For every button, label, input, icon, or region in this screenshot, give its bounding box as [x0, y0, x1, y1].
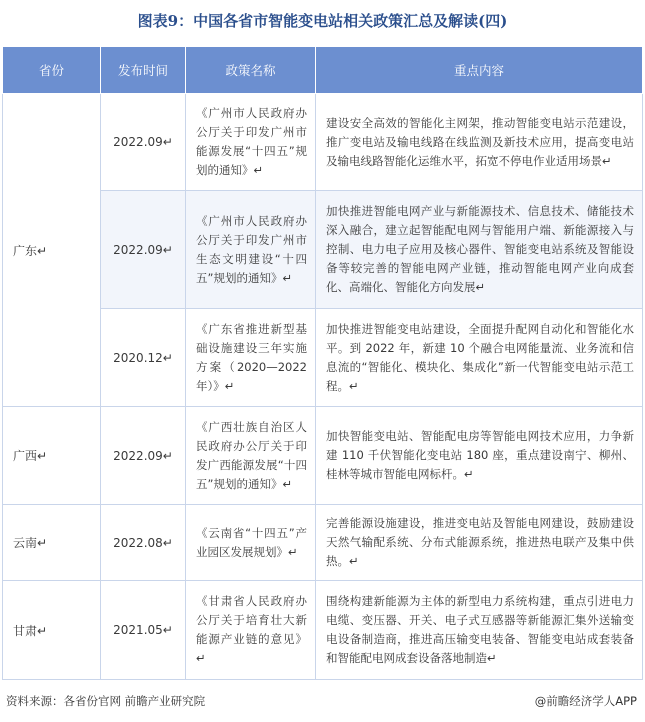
table-row	[3, 94, 643, 191]
header-date: 发布时间	[101, 47, 186, 94]
source-note: 资料来源：各省份官网 前瞻产业研究院	[6, 694, 206, 708]
policy-name-cell: 《广州市人民政府办公厅关于印发广州市能源发展“十四五”规划的通知》↵	[186, 94, 316, 191]
key-content-cell: 加快推进智能变电站建设，全面提升配网自动化和智能化水平。到 2022 年，新建 10 个融合电网能量流、业务流和信息流的“智能化、模块化、集成化”新一代智能变电站示范工程。↵	[316, 309, 643, 407]
header-policy-name: 政策名称	[186, 47, 316, 94]
table-row	[3, 581, 643, 680]
key-content-cell: 完善能源设施建设，推进变电站及智能电网建设，鼓励建设天然气输配系统、分布式能源系统，推进热电联产及集中供热。↵	[316, 505, 643, 581]
policy-name-cell: 《广州市人民政府办公厅关于印发广州市生态文明建设“十四五”规划的通知》↵	[186, 191, 316, 309]
date-cell: 2022.09↵	[101, 191, 186, 309]
province-cell: 广东↵	[3, 94, 101, 407]
key-content-cell: 加快智能变电站、智能配电房等智能电网技术应用，力争新建 110 千伏智能化变电站 180 座，重点建设南宁、柳州、桂林等城市智能电网标杆。↵	[316, 407, 643, 505]
policy-name-cell: 《云南省“十四五”产业园区发展规划》↵	[186, 505, 316, 581]
date-cell: 2021.05↵	[101, 581, 186, 680]
key-content-cell: 建设安全高效的智能化主网架，推动智能变电站示范建设，推广变电站及输电线路在线监测及新技术应用，提高变电站及输电线路智能化运维水平，拓宽不停电作业适用场景↵	[316, 94, 643, 191]
date-cell: 2022.09↵	[101, 94, 186, 191]
province-cell: 甘肃↵	[3, 581, 101, 680]
table-row	[3, 407, 643, 505]
policy-name-cell: 《广东省推进新型基础设施建设三年实施方案（2020—2022年）》↵	[186, 309, 316, 407]
policy-table	[2, 46, 643, 680]
date-cell: 2022.09↵	[101, 407, 186, 505]
policy-name-cell: 《甘肃省人民政府办公厅关于培育壮大新能源产业链的意见》↵	[186, 581, 316, 680]
province-cell: 云南↵	[3, 505, 101, 581]
table-row	[3, 505, 643, 581]
date-cell: 2022.08↵	[101, 505, 186, 581]
key-content-cell: 加快推进智能电网产业与新能源技术、信息技术、储能技术深入融合，建立起智能配电网与智能用户端、新能源接入与控制、电力电子应用及核心器件、智能变电站系统及智能设备等较完善的智能电网产业链，推动智能电网产业向成套化、高端化、智能化方向发展↵	[316, 191, 643, 309]
table-header-row	[3, 47, 643, 94]
key-content-cell: 围绕构建新能源为主体的新型电力系统构建，重点引进电力电缆、变压器、开关、电子式互感器等新能源汇集外送输变电设备制造商，推进高压输变电装备、智能变电站成套装备和智能配电网成套设备落地制造↵	[316, 581, 643, 680]
brand-credit: @前瞻经济学人APP	[534, 694, 637, 708]
header-key-content: 重点内容	[316, 47, 643, 94]
province-cell: 广西↵	[3, 407, 101, 505]
chart-title: 图表9：中国各省市智能变电站相关政策汇总及解读(四)	[137, 12, 508, 30]
policy-name-cell: 《广西壮族自治区人民政府办公厅关于印发广西能源发展“十四五”规划的通知》↵	[186, 407, 316, 505]
header-province: 省份	[3, 47, 101, 94]
date-cell: 2020.12↵	[101, 309, 186, 407]
